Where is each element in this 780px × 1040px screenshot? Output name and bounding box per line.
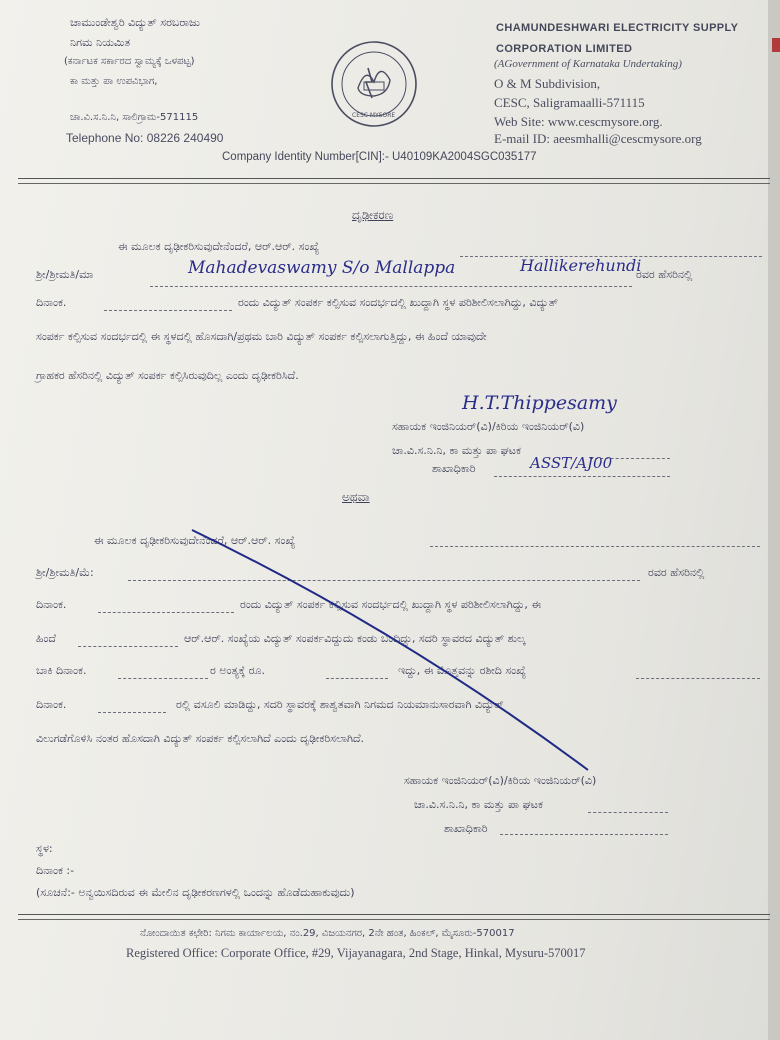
en-address: CESC, Saligramaalli-571115 xyxy=(494,95,645,110)
alt-recovery-date-field xyxy=(98,712,166,713)
certificate-sig-officer: ಶಾಖಾಧಿಕಾರಿ xyxy=(432,462,476,475)
alternate-line6: ರಲ್ಲಿ ವಸೂಲಿ ಮಾಡಿದ್ದು, ಸದರಿ ಸ್ಥಾವರಕ್ಕೆ ಶಾಶ್ವತವಾಗಿ ನಿಗಮದ ನಿಯಮಾನುಸಾರವಾಗಿ ವಿದ್ಯುತ್ xyxy=(176,698,504,711)
website: Web Site: www.cescmysore.org. xyxy=(494,114,663,129)
kn-company-line1: ಚಾಮುಂಡೇಶ್ವರಿ ವಿದ್ಯುತ್ ಸರಬರಾಜು xyxy=(70,16,200,29)
header-divider-thin xyxy=(18,183,770,184)
alternate-title: ಅಥವಾ xyxy=(342,490,370,504)
red-mark xyxy=(772,38,780,52)
alt-dues-date-field xyxy=(118,678,208,679)
certificate-title: ದೃಢೀಕರಣ xyxy=(352,208,394,222)
certificate-line4: ಸಂಪರ್ಕ ಕಲ್ಪಿಸುವ ಸಂದರ್ಭದಲ್ಲಿ ಈ ಸ್ಥಳದಲ್ಲಿ ಹೊಸದಾಗಿ/ಪ್ರಥಮ ಬಾರಿ ವಿದ್ಯುತ್ ಸಂಪರ್ಕ ಕಲ್ಪಿಸಲಾಗುತ್ತಿದ್ದು, ಈ ಹಿಂದೆ ಯಾವುದೇ xyxy=(36,330,487,343)
alternate-line4-label: ಹಿಂದೆ xyxy=(36,632,56,645)
en-company-line2: CORPORATION LIMITED xyxy=(496,43,633,55)
alternate-name-label: ಶ್ರೀ/ಶ್ರೀಮತಿ/ಮೆ: xyxy=(36,566,94,579)
cin: Company Identity Number[CIN]:- U40109KA2004SGC035177 xyxy=(222,151,537,163)
alt-officer-field xyxy=(500,834,668,835)
kn-company-line3: (ಕರ್ನಾಟಕ ಸರ್ಕಾರದ ಸ್ವಾಮ್ಯಕ್ಕೆ ಒಳಪಟ್ಟ) xyxy=(64,56,195,67)
alt-date-field xyxy=(98,612,234,613)
alternate-sig-officer: ಶಾಖಾಧಿಕಾರಿ xyxy=(444,822,488,835)
name-field xyxy=(150,286,632,287)
kn-company-line2: ನಿಗಮ ನಿಯಮಿತ xyxy=(70,36,131,49)
page-edge xyxy=(768,0,780,1040)
en-registered-office: Registered Office: Corporate Office, #29, Vijayanagara, 2nd Stage, Hinkal, Mysuru-570017 xyxy=(126,946,586,960)
kn-registered-office: ನೋಂದಾಯಿತ ಕಛೇರಿ: ನಿಗಮ ಕಾರ್ಯಾಲಯ, ನಂ.29, ವಿಜಯನಗರ, 2ನೇ ಹಂತ, ಹಿಂಕಲ್, ಮೈಸೂರು-570017 xyxy=(140,928,515,939)
certificate-line1: ಈ ಮೂಲಕ ದೃಢೀಕರಿಸುವುದೇನೆಂದರೆ, ಆರ್.ಆರ್. ಸಂಖ್ಯೆ xyxy=(118,240,320,253)
alternate-line5-mid: ರ ಅಂತ್ಯಕ್ಕೆ ರೂ. xyxy=(210,664,266,677)
alternate-line5-label: ಬಾಕಿ ದಿನಾಂಕ. xyxy=(36,664,87,677)
certificate-sig-office: ಚಾ.ವಿ.ಸ.ನಿ.ನಿ, ಕಾ ಮತ್ತು ಪಾ ಘಟಕ xyxy=(392,444,521,457)
alternate-line3: ರಂದು ವಿದ್ಯುತ್ ಸಂಪರ್ಕ ಕಲ್ಪಿಸುವ ಸಂದರ್ಭದಲ್ಲಿ ಖುದ್ದಾಗಿ ಸ್ಥಳ ಪರಿಶೀಲಿಸಲಾಗಿದ್ದು, ಈ xyxy=(240,598,541,611)
certificate-name-label: ಶ್ರೀ/ಶ್ರೀಮತಿ/ಮಾ xyxy=(36,268,94,281)
alt-receipt-field xyxy=(636,678,760,679)
en-company-line1: CHAMUNDESHWARI ELECTRICITY SUPPLY xyxy=(496,22,739,34)
certificate-line3: ರಂದು ವಿದ್ಯುತ್ ಸಂಪರ್ಕ ಕಲ್ಪಿಸುವ ಸಂದರ್ಭದಲ್ಲಿ ಖುದ್ದಾಗಿ ಸ್ಥಳ ಪರಿಶೀಲಿಸಲಾಗಿದ್ದು, ವಿದ್ಯುತ್ xyxy=(238,296,559,309)
officer-field xyxy=(494,476,670,477)
alternate-line1: ಈ ಮೂಲಕ ದೃಢೀಕರಿಸುವುದೇನೆಂದರೆ, ಆರ್.ಆರ್. ಸಂಖ್ಯೆ xyxy=(94,534,296,547)
en-subdivision: O & M Subdivision, xyxy=(494,76,601,91)
alt-office-field xyxy=(588,812,668,813)
alternate-date-label: ದಿನಾಂಕ. xyxy=(36,598,67,611)
handwritten-place: Hallikerehundi xyxy=(520,256,642,275)
alt-amount-field xyxy=(326,678,388,679)
alternate-line6-label: ದಿನಾಂಕ. xyxy=(36,698,67,711)
footer-divider-thin xyxy=(18,919,770,920)
kn-company-line4: ಕಾ ಮತ್ತು ಪಾ ಉಪವಿಭಾಗ, xyxy=(70,76,158,87)
certificate-sig-role: ಸಹಾಯಕ ಇಂಜಿನಿಯರ್(ವಿ)/ಕಿರಿಯ ಇಂಜಿನಿಯರ್(ವಿ) xyxy=(392,420,585,433)
alt-name-field xyxy=(128,580,640,581)
handwritten-stamp: ASST/AJ00 xyxy=(530,454,613,472)
alt-rr-field xyxy=(430,546,760,547)
handwritten-signature: H.T.Thippesamy xyxy=(462,392,617,414)
date-label: ದಿನಾಂಕ :- xyxy=(36,864,75,877)
certificate-name-tail: ರವರ ಹೆಸರಿನಲ್ಲಿ xyxy=(636,268,693,281)
certificate-line5: ಗ್ರಾಹಕರ ಹೆಸರಿನಲ್ಲಿ ವಿದ್ಯುತ್ ಸಂಪರ್ಕ ಕಲ್ಪಿಸಿರುವುದಿಲ್ಲ ಎಂದು ದೃಢೀಕರಿಸಿದೆ. xyxy=(36,369,299,382)
footer-divider xyxy=(18,914,770,915)
kn-address: ಚಾ.ವಿ.ಸ.ನಿ.ನಿ, ಸಾಲಿಗ್ರಾಮ-571115 xyxy=(70,112,199,123)
alternate-line7: ವಿಲುಗಡೆಗೊಳಿಸಿ ನಂತರ ಹೊಸದಾಗಿ ವಿದ್ಯುತ್ ಸಂಪರ್ಕ ಕಲ್ಪಿಸಲಾಗಿದೆ ಎಂದು ದೃಢೀಕರಿಸಲಾಗಿದೆ. xyxy=(36,732,365,745)
header-divider xyxy=(18,178,770,179)
handwritten-name: Mahadevaswamy S/o Mallappa xyxy=(188,258,456,278)
date-field xyxy=(104,310,232,311)
alternate-name-tail: ರವರ ಹೆಸರಿನಲ್ಲಿ xyxy=(648,566,705,579)
certificate-date-label: ದಿನಾಂಕ. xyxy=(36,296,67,309)
alternate-sig-office: ಚಾ.ವಿ.ಸ.ನಿ.ನಿ, ಕಾ ಮತ್ತು ಪಾ ಘಟಕ xyxy=(414,798,543,811)
en-company-line3: (AGovernment of Karnataka Undertaking) xyxy=(494,58,682,70)
footer-note: (ಸೂಚನೆ:- ಅನ್ವಯಿಸದಿರುವ ಈ ಮೇಲಿನ ದೃಢೀಕರಣಗಳಲ್ಲಿ ಒಂದನ್ನು ಹೊಡೆದುಹಾಕುವುದು) xyxy=(36,886,355,899)
telephone: Telephone No: 08226 240490 xyxy=(66,131,224,145)
logo-text: CESC MYSORE xyxy=(352,112,396,119)
email: E-mail ID: aeesmhalli@cescmysore.org xyxy=(494,131,702,146)
place-label: ಸ್ಥಳ: xyxy=(36,842,53,855)
alternate-line4: ಆರ್.ಆರ್. ಸಂಖ್ಯೆಯ ವಿದ್ಯುತ್ ಸಂಪರ್ಕವಿದ್ದುದು ಕಂಡು ಬಂದಿದ್ದು, ಸದರಿ ಸ್ಥಾವರದ ವಿದ್ಯುತ್ ಶುಲ್ಕ xyxy=(184,632,526,645)
alternate-sig-role: ಸಹಾಯಕ ಇಂಜಿನಿಯರ್(ವಿ)/ಕಿರಿಯ ಇಂಜಿನಿಯರ್(ವಿ) xyxy=(404,774,597,787)
alt-prev-rr-field xyxy=(78,646,178,647)
alternate-line5-tail: ಇದ್ದು, ಈ ಮೊತ್ತವನ್ನು ರಶೀದಿ ಸಂಖ್ಯೆ xyxy=(398,664,527,677)
